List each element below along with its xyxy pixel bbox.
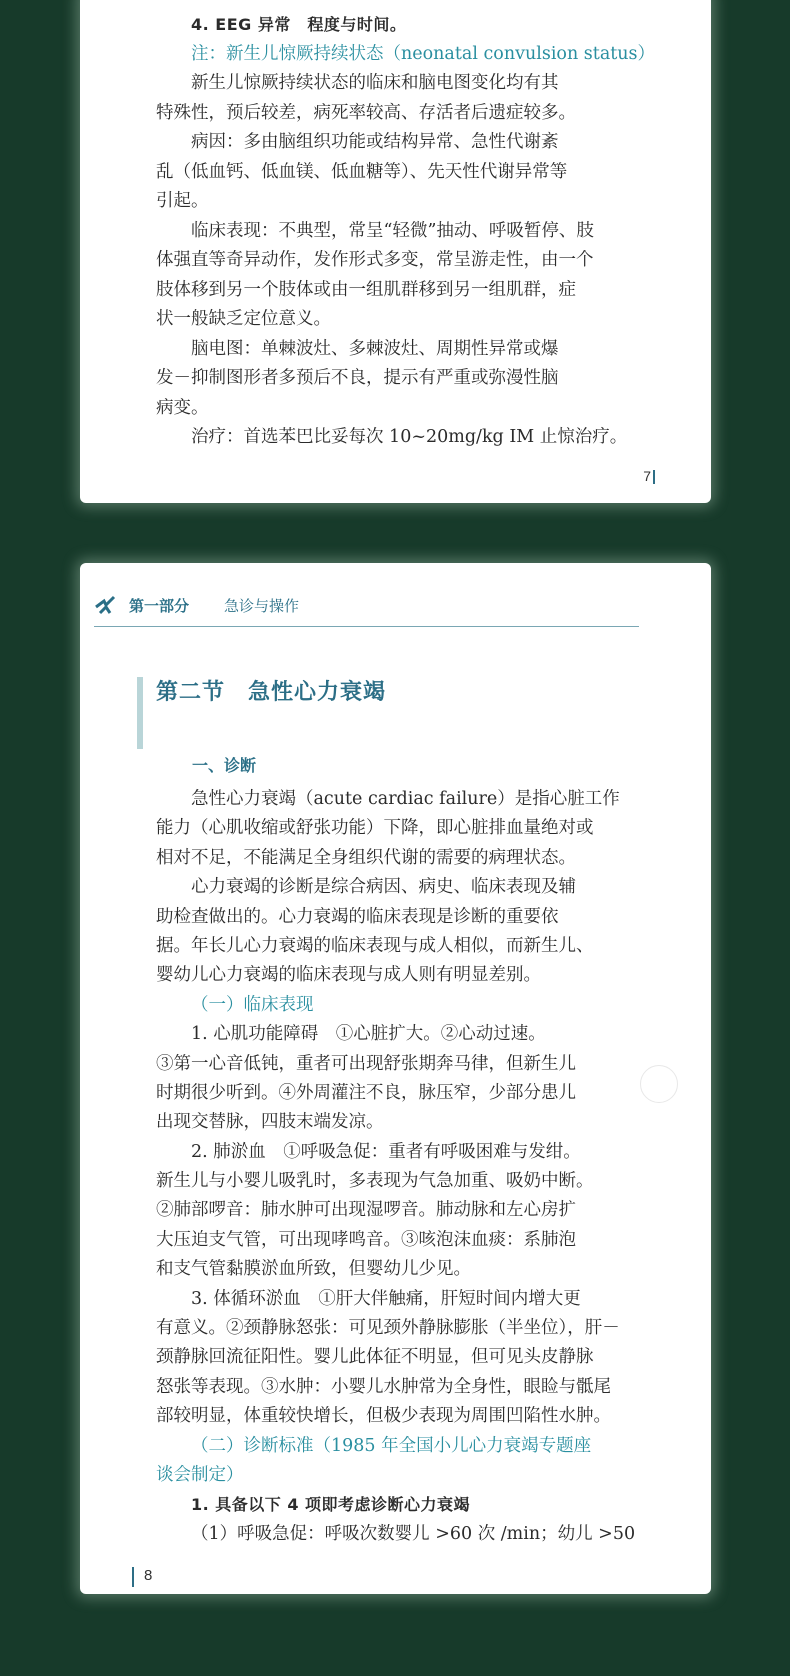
text-line: 据。年长儿心力衰竭的临床表现与成人相似，而新生儿、 [156,935,594,956]
text-line: 急性心力衰竭（acute cardiac failure）是指心脏工作 [191,789,620,809]
text-line: 相对不足，不能满足全身组织代谢的需要的病理状态。 [156,847,576,868]
text-line: 大压迫支气管，可出现哮鸣音。③咳泡沫血痰：系肺泡 [156,1229,576,1250]
text-line: 颈静脉回流征阳性。婴儿此体征不明显，但可见头皮静脉 [156,1347,594,1368]
book-page-8 [80,563,711,1594]
text-line: 注：新生儿惊厥持续状态（neonatal convulsion status） [191,43,656,64]
section-title: 第二节 急性心力衰竭 [156,680,387,705]
text-line: 和支气管黏膜淤血所致，但婴幼儿少见。 [156,1259,471,1280]
text-line: 2. 肺淤血 ①呼吸急促：重者有呼吸困难与发绀。 [191,1141,581,1162]
text-line: （一）临床表现 [191,994,314,1015]
text-line: 部较明显，体重较快增长，但极少表现为周围凹陷性水肿。 [156,1406,611,1427]
page-number: 8 [144,1567,153,1584]
header-part-subtitle: 急诊与操作 [224,597,300,615]
watermark-seal [640,1065,678,1103]
text-line: 能力（心肌收缩或舒张功能）下降，即心脏排血量绝对或 [156,818,594,839]
text-line: 病因：多由脑组织功能或结构异常、急性代谢紊 [191,132,559,152]
page-number-bar [132,1567,134,1587]
text-line: 1. 具备以下 4 项即考虑诊断心力衰竭 [191,1495,471,1515]
text-line: 1. 心肌功能障碍 ①心脏扩大。②心动过速。 [191,1024,546,1045]
running-header [94,591,639,627]
subheading: 一、诊断 [192,756,257,775]
part-logo-icon [94,593,118,617]
text-line: 新生儿与小婴儿吸乳时，多表现为气急加重、吸奶中断。 [156,1171,594,1192]
text-line: 病变。 [156,397,209,418]
text-line: 出现交替脉，四肢末端发凉。 [156,1112,384,1133]
book-page-7 [80,0,711,503]
text-line: ③第一心音低钝，重者可出现舒张期奔马律，但新生儿 [156,1053,576,1074]
header-rule [94,626,639,627]
text-line: 状一般缺乏定位意义。 [156,309,331,329]
text-line: 有意义。②颈静脉怒张：可见颈外静脉膨胀（半坐位），肝－ [156,1318,620,1339]
text-line: 心力衰竭的诊断是综合病因、病史、临床表现及辅 [191,877,576,898]
text-line: 4. EEG 异常 程度与时间。 [191,15,407,34]
text-line: 婴幼儿心力衰竭的临床表现与成人则有明显差别。 [156,965,541,986]
page-8-body [156,785,636,1549]
section-title-bar [137,677,143,749]
text-line: 临床表现：不典型，常呈“轻微”抽动、呼吸暂停、肢 [191,220,594,241]
text-line: 肢体移到另一个肢体或由一组肌群移到另一组肌群，症 [156,279,576,300]
text-line: 时期很少听到。④外周灌注不良，脉压窄，少部分患儿 [156,1082,576,1103]
text-line: 发－抑制图形者多预后不良，提示有严重或弥漫性脑 [156,368,559,388]
page-7-body [156,10,656,453]
text-line: （二）诊断标准（1985 年全国小儿心力衰竭专题座 [191,1435,592,1456]
text-line: 脑电图：单棘波灶、多棘波灶、周期性异常或爆 [191,338,559,359]
page-number: 7 [643,468,651,484]
text-line: 乱（低血钙、低血镁、低血糖等）、先天性代谢异常等 [156,161,568,182]
text-line: 3. 体循环淤血 ①肝大伴触痛，肝短时间内增大更 [191,1288,581,1309]
text-line: 体强直等奇异动作，发作形式多变，常呈游走性，由一个 [156,250,594,270]
text-line: 引起。 [156,191,209,211]
text-line: 助检查做出的。心力衰竭的临床表现是诊断的重要依 [156,906,559,927]
text-line: 谈会制定） [156,1464,244,1485]
text-line: 治疗：首选苯巴比妥每次 10~20mg/kg IM 止惊治疗。 [191,427,628,447]
text-line: ②肺部啰音：肺水肿可出现湿啰音。肺动脉和左心房扩 [156,1200,576,1221]
text-line: 新生儿惊厥持续状态的临床和脑电图变化均有其 [191,73,559,93]
header-part-label: 第一部分 [129,597,190,615]
text-line: （1）呼吸急促：呼吸次数婴儿 >60 次 /min；幼儿 >50 [191,1523,636,1544]
text-line: 特殊性，预后较差，病死率较高、存活者后遗症较多。 [156,102,576,123]
page-number-bar [653,470,655,484]
text-line: 怒张等表现。③水肿：小婴儿水肿常为全身性，眼睑与骶尾 [156,1376,611,1397]
